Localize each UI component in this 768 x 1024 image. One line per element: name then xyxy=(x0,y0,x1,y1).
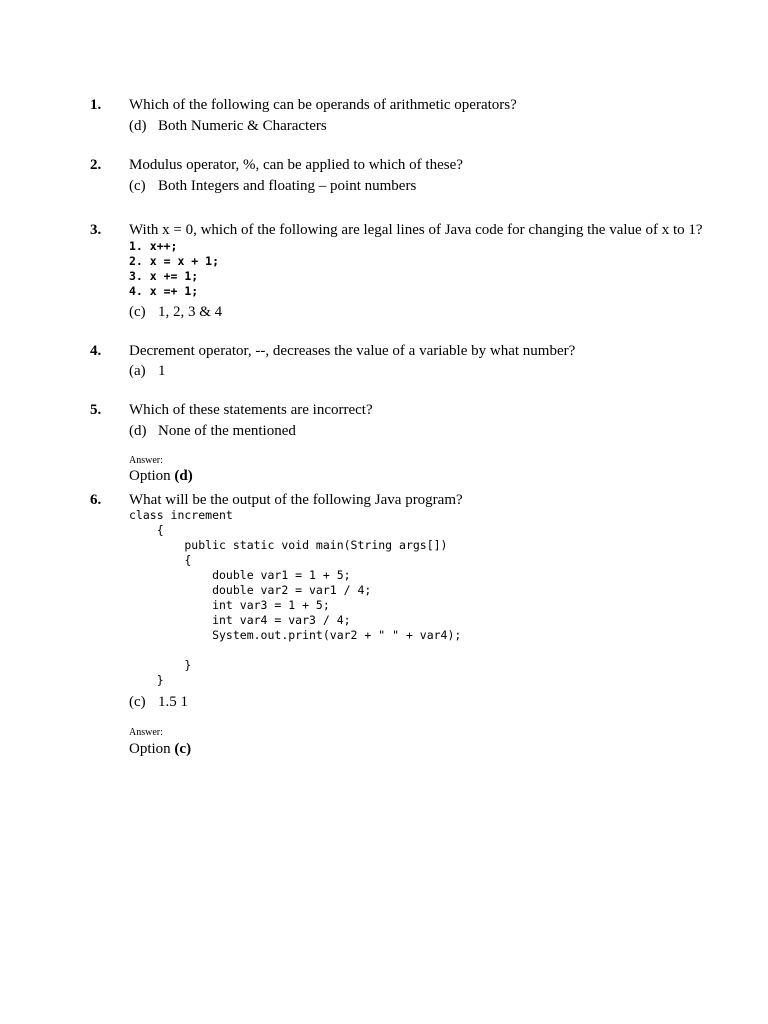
answer-letter: (c) xyxy=(129,178,146,194)
answer-letter: (d) xyxy=(129,423,147,439)
code-line: double var1 = 1 + 5; xyxy=(129,568,351,582)
answer-text: Both Integers and floating – point numbers xyxy=(158,178,417,194)
question-number: 3. xyxy=(90,222,102,238)
code-line: 3. x += 1; xyxy=(129,269,199,283)
code-line: } xyxy=(129,658,192,672)
code-line: 4. x =+ 1; xyxy=(129,284,199,298)
code-line: System.out.print(var2 + " " + var4); xyxy=(129,628,462,642)
answer-text: Both Numeric & Characters xyxy=(158,118,327,134)
option-prefix: Option xyxy=(129,741,171,757)
code-line: 1. x++; xyxy=(129,239,178,253)
question-text: With x = 0, which of the following are legal lines of Java code for changing the value of x to 1? xyxy=(129,222,703,238)
question-text: Decrement operator, --, decreases the value of a variable by what number? xyxy=(129,343,576,359)
code-line: } xyxy=(129,673,164,687)
answer-line xyxy=(129,693,188,711)
answer-label: Answer: xyxy=(129,727,163,738)
code-line: int var3 = 1 + 5; xyxy=(129,598,330,612)
option-line xyxy=(129,467,193,485)
code-line: { xyxy=(129,553,192,567)
code-line: double var2 = var1 / 4; xyxy=(129,583,372,597)
answer-text: 1.5 1 xyxy=(158,694,188,710)
code-line: class increment xyxy=(129,508,233,522)
option-prefix: Option xyxy=(129,468,171,484)
answer-letter: (c) xyxy=(129,304,146,320)
answer-text: 1, 2, 3 & 4 xyxy=(158,304,223,320)
answer-line xyxy=(129,177,416,195)
answer-letter: (c) xyxy=(129,694,146,710)
question-text: Which of the following can be operands of arithmetic operators? xyxy=(129,97,517,113)
question-number: 2. xyxy=(90,157,102,173)
code-line: 2. x = x + 1; xyxy=(129,254,220,268)
option-line xyxy=(129,740,191,758)
question-number: 5. xyxy=(90,402,102,418)
question-text: Which of these statements are incorrect? xyxy=(129,402,373,418)
question-number: 1. xyxy=(90,97,102,113)
answer-letter: (a) xyxy=(129,363,146,379)
question-text: What will be the output of the following Java program? xyxy=(129,492,463,508)
answer-text: 1 xyxy=(158,363,166,379)
answer-line xyxy=(129,117,327,135)
answer-line xyxy=(129,362,166,380)
code-line: public static void main(String args[]) xyxy=(129,538,448,552)
question-text: Modulus operator, %, can be applied to which of these? xyxy=(129,157,463,173)
code-line: { xyxy=(129,523,164,537)
option-value: (c) xyxy=(174,741,192,757)
answer-letter: (d) xyxy=(129,118,147,134)
answer-line xyxy=(129,303,222,321)
answer-label: Answer: xyxy=(129,455,163,466)
answer-text: None of the mentioned xyxy=(158,423,296,439)
question-number: 4. xyxy=(90,343,102,359)
code-line: int var4 = var3 / 4; xyxy=(129,613,351,627)
question-number: 6. xyxy=(90,492,102,508)
answer-line xyxy=(129,422,296,440)
option-value: (d) xyxy=(174,468,193,484)
